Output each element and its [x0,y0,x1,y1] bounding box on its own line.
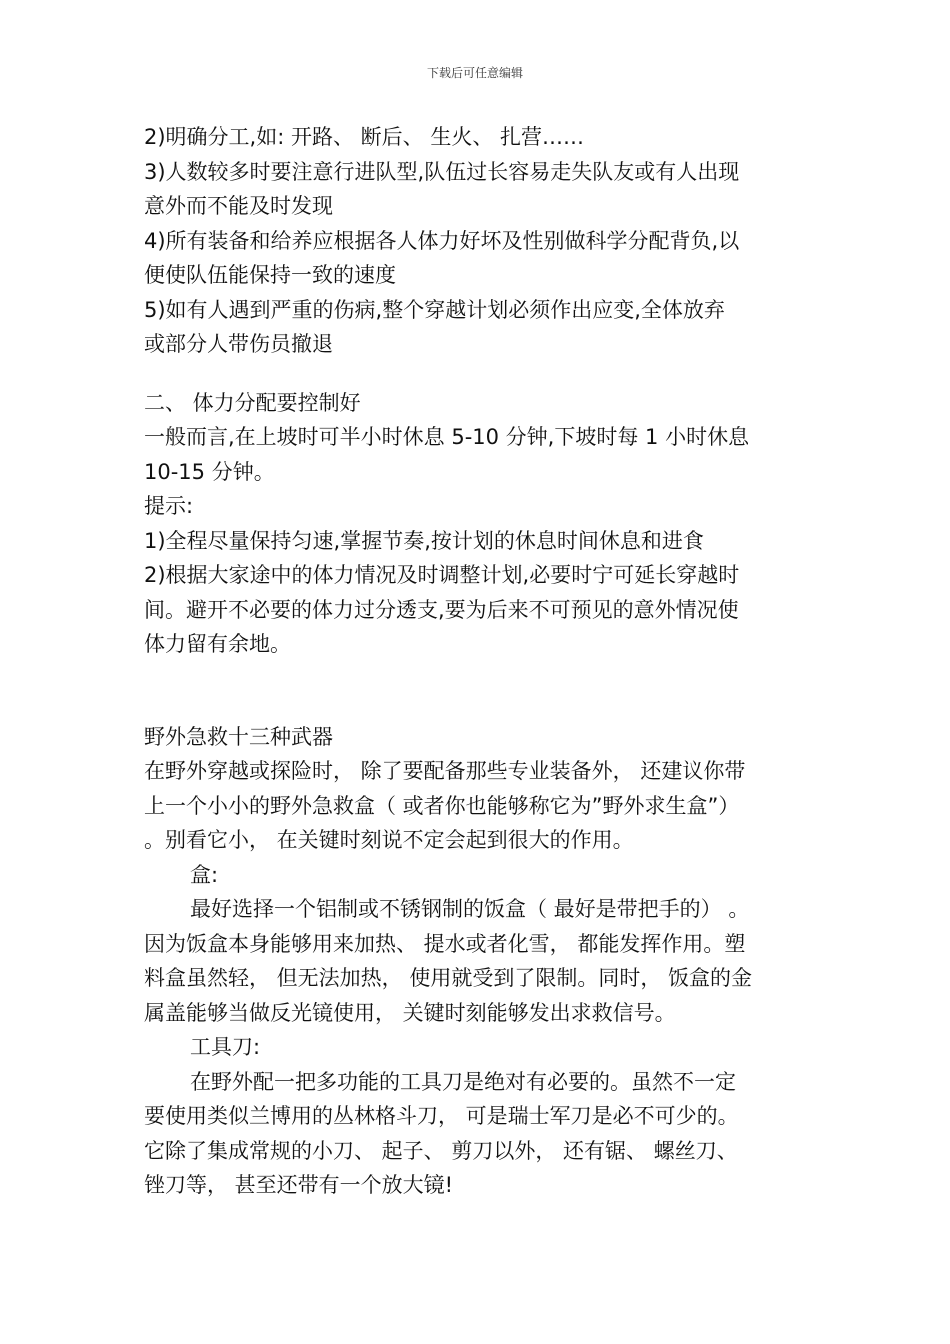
knife-label: 工具刀: [190,1035,261,1059]
text-line: 料盒虽然轻， 但无法加热， 使用就受到了限制。同时， 饭盒的金 [144,966,753,990]
section-heading: 二、 体力分配要控制好 [144,390,361,415]
text-line: 5)如有人遇到严重的伤病,整个穿越计划必须作出应变,全体放弃 [144,297,725,322]
text-line: 10-15 分钟。 [144,459,275,484]
text-line: 或部分人带伤员撤退 [144,332,333,356]
text-line: 便使队伍能保持一致的速度 [144,263,396,287]
text-line: 2)明确分工,如: 开路、 断后、 生火、 扎营…… [144,125,585,149]
text-line: 意外而不能及时发现 [144,194,333,218]
text-line: 它除了集成常规的小刀、 起子、 剪刀以外， 还有锯、 螺丝刀、 [144,1138,738,1163]
text-line: 最好选择一个铝制或不锈钢制的饭盒（ 最好是带把手的） 。 [190,897,750,921]
text-line: 一般而言,在上坡时可半小时休息 5-10 分钟,下坡时每 1 小时休息 [144,425,750,449]
box-label: 盒: [190,862,219,887]
document-body [144,120,814,1203]
section-gap [144,662,814,720]
text-line: 在野外配一把多功能的工具刀是绝对有必要的。虽然不一定 [190,1069,736,1094]
text-line: 锉刀等， 甚至还带有一个放大镜! [144,1173,454,1197]
text-line: 2)根据大家途中的体力情况及时调整计划,必要时宁可延长穿越时 [144,563,740,587]
text-line: 3)人数较多时要注意行进队型,队伍过长容易走失队友或有人出现 [144,159,740,184]
stamina-section [144,386,814,662]
page-header: 下载后可任意编辑 [426,66,523,80]
team-tips-section [144,120,814,362]
text-line: 在野外穿越或探险时， 除了要配备那些专业装备外， 还建议你带 [144,759,746,783]
text-line: 上一个小小的野外急救盒（ 或者你也能够称它为”野外求生盒”） [144,793,740,818]
text-line: 间。避开不必要的体力过分透支,要为后来不可预见的意外情况使 [144,597,739,622]
text-line: 4)所有装备和给养应根据各人体力好坏及性别做科学分配背负,以 [144,228,740,253]
section-gap [144,362,814,386]
text-line: 体力留有余地。 [144,632,291,656]
text-line: 属盖能够当做反光镜使用， 关键时刻能够发出求救信号。 [144,1000,676,1025]
section-title: 野外急救十三种武器 [144,724,333,749]
text-line: 因为饭盒本身能够用来加热、 提水或者化雪， 都能发挥作用。塑 [144,931,746,956]
text-line: 要使用类似兰博用的丛林格斗刀， 可是瑞士军刀是必不可少的。 [144,1104,739,1128]
text-line: 1)全程尽量保持匀速,掌握节奏,按计划的休息时间休息和进食 [144,528,704,553]
first-aid-section [144,720,814,1203]
text-line: 提示: [144,494,194,518]
text-line: 。别看它小， 在关键时刻说不定会起到很大的作用。 [144,828,634,852]
